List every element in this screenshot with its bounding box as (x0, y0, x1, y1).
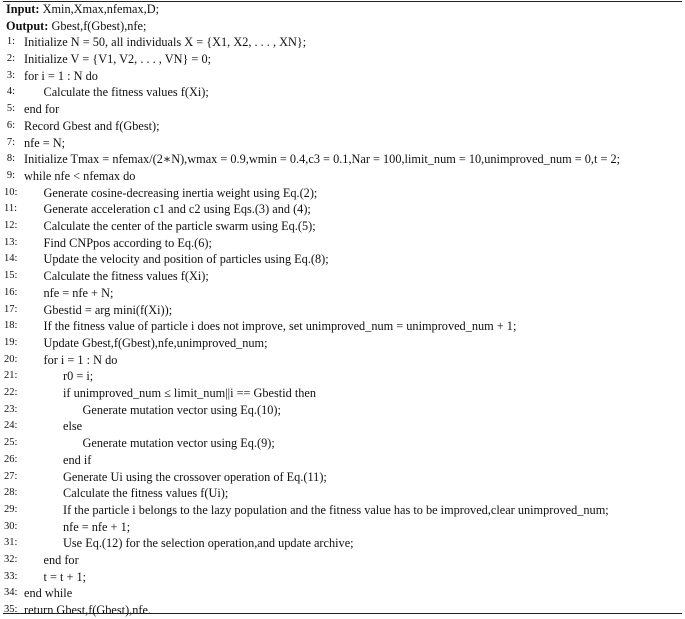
line-number: 6: (6, 119, 15, 131)
line-number: 20: (4, 353, 18, 365)
line-number: 19: (4, 336, 18, 348)
line-text: Calculate the fitness values f(Xi); (43, 85, 209, 100)
bottom-rule (3, 613, 682, 614)
line-text: Generate cosine-decreasing inertia weight using Eq.(2); (43, 185, 318, 200)
line-text: t = t + 1; (43, 569, 87, 584)
line-number: 34: (4, 587, 18, 599)
line-number: 3: (6, 69, 15, 81)
line-text: for i = 1 : N do (43, 352, 118, 367)
line-number: 11: (4, 203, 18, 215)
line-number: 28: (4, 487, 18, 499)
line-number: 29: (4, 503, 18, 515)
line-text: Generate mutation vector using Eq.(9); (82, 436, 275, 451)
line-text: Generate Ui using the crossover operation of Eq.(11); (63, 469, 327, 484)
input-label: Input: (6, 2, 40, 16)
line-number: 24: (4, 420, 18, 432)
line-number: 2: (6, 53, 15, 64)
line-text: Update the velocity and position of particles using Eq.(8); (43, 252, 329, 267)
line-number: 4: (6, 86, 15, 98)
line-number: 17: (4, 303, 18, 315)
line-text: nfe = N; (24, 135, 66, 150)
line-text: r0 = i; (63, 369, 94, 384)
line-text: Find CNPpos according to Eq.(6); (43, 235, 212, 250)
line-text: if unimproved_num ≤ limit_num||i == Gbestid then (63, 386, 317, 400)
line-number: 22: (4, 387, 18, 398)
line-text: nfe = nfe + 1; (63, 519, 131, 534)
line-number: 10: (4, 186, 18, 198)
line-number: 1: (6, 36, 15, 48)
line-number: 14: (4, 253, 18, 265)
line-text: Update Gbest,f(Gbest),nfe,unimproved_num; (43, 335, 268, 350)
line-text: Generate mutation vector using Eq.(10); (82, 402, 281, 417)
line-number: 5: (6, 103, 15, 115)
line-text: Initialize N = 50, all individuals X = {X1, X2, . . . , XN}; (24, 35, 307, 50)
line-number: 26: (4, 453, 18, 465)
line-number: 18: (4, 320, 18, 332)
line-number: 35: (4, 604, 18, 616)
line-text: If the fitness value of particle i does not improve, set unimproved_num = unimproved_num + 1; (43, 319, 517, 334)
line-text: Generate acceleration c1 and c2 using Eqs.(3) and (4); (43, 202, 311, 217)
line-text: end for (24, 102, 60, 117)
line-number: 25: (4, 437, 18, 449)
line-text: end if (63, 452, 92, 467)
line-number: 33: (4, 570, 18, 582)
line-number: 30: (4, 520, 18, 532)
line-number: 13: (4, 236, 18, 248)
line-text: for i = 1 : N do (24, 68, 98, 83)
line-text: Record Gbest and f(Gbest); (24, 118, 160, 133)
line-number: 27: (4, 470, 18, 482)
line-number: 32: (4, 554, 18, 565)
line-number: 16: (4, 286, 18, 298)
line-text: Calculate the center of the particle swarm using Eq.(5); (43, 219, 316, 233)
line-text: Initialize V = {V1, V2, . . . , VN} = 0; (24, 52, 212, 66)
line-number: 21: (4, 370, 18, 382)
line-number: 23: (4, 403, 18, 415)
line-text: Calculate the fitness values f(Ui); (63, 486, 229, 501)
output-label: Output: (6, 18, 49, 33)
line-text: end for (43, 553, 79, 567)
line-number: 12: (4, 220, 18, 231)
line-text: return Gbest,f(Gbest),nfe. (24, 603, 152, 618)
line-number: 8: (6, 153, 15, 165)
output-text: Gbest,f(Gbest),nfe; (51, 18, 147, 33)
line-number: 31: (4, 537, 18, 549)
line-text: Calculate the fitness values f(Xi); (43, 269, 209, 284)
line-text: end while (24, 586, 73, 601)
line-text: If the particle i belongs to the lazy population and the fitness value has to be improved,clear unimproved_num; (63, 502, 609, 517)
line-text: Initialize Tmax = nfemax/(2∗N),wmax = 0.9,wmin = 0.4,c3 = 0.1,Nar = 100,limit_num = 10,unimproved_num = 0,t = 2; (24, 152, 621, 167)
line-number: 9: (6, 169, 15, 181)
line-text: else (63, 419, 83, 434)
line-text: Use Eq.(12) for the selection operation,and update archive; (63, 536, 354, 551)
input-text: Xmin,Xmax,nfemax,D; (42, 2, 160, 16)
line-number: 15: (4, 270, 18, 282)
line-text: Gbestid = arg mini(f(Xi)); (43, 302, 173, 317)
line-text: nfe = nfe + N; (43, 285, 114, 300)
line-text: while nfe < nfemax do (24, 168, 136, 183)
line-number: 7: (6, 136, 15, 148)
